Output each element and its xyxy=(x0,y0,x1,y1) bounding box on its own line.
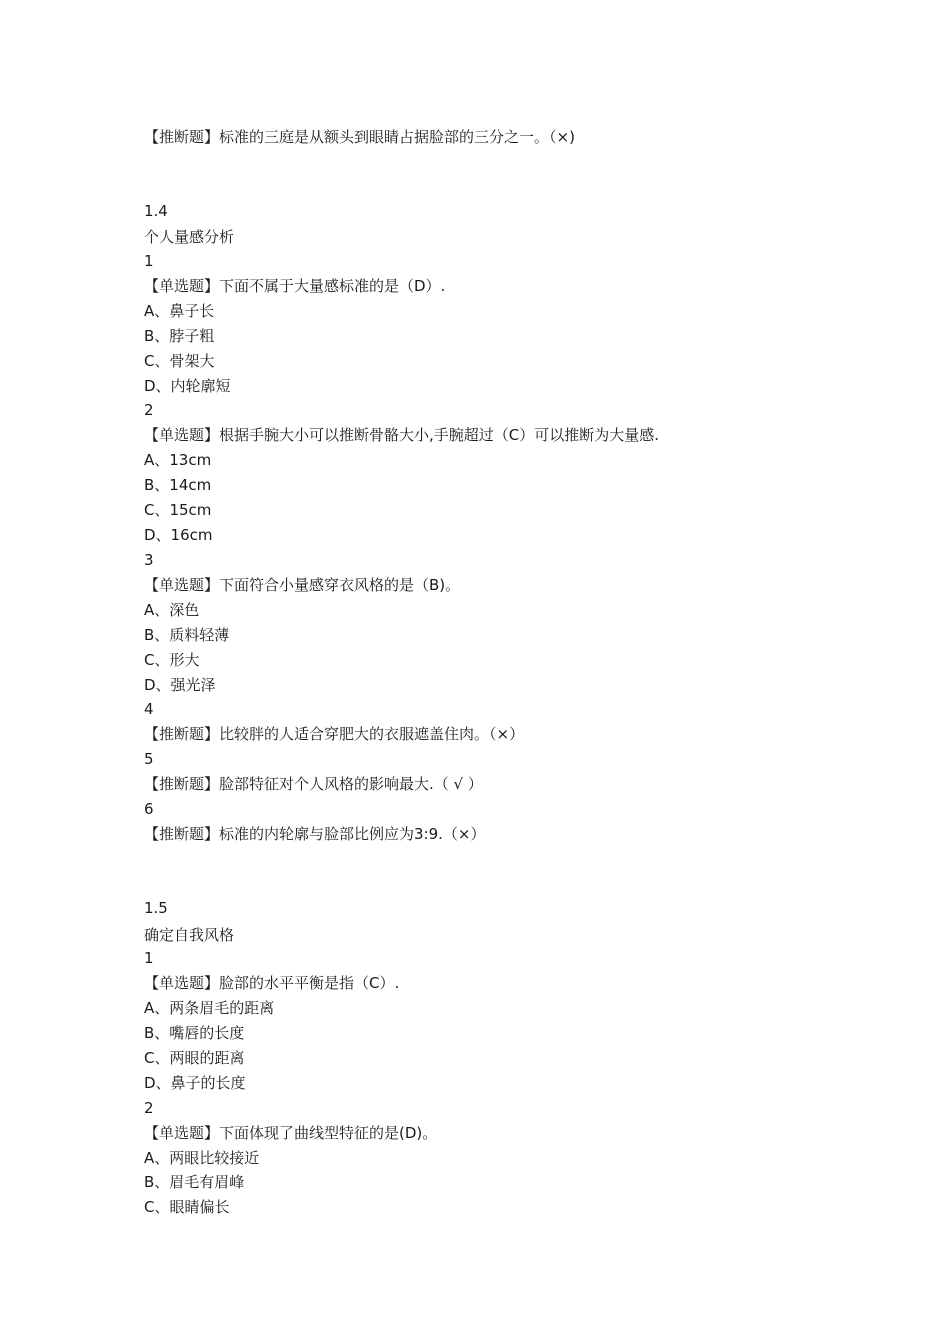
text-line: 【推断题】标准的三庭是从额头到眼睛占据脸部的三分之一。（×) xyxy=(144,128,575,146)
question-number: 2 xyxy=(144,401,154,419)
answer-option: C、骨架大 xyxy=(144,352,215,370)
answer-option: D、鼻子的长度 xyxy=(144,1074,246,1092)
answer-option: B、脖子粗 xyxy=(144,327,215,345)
section-number: 1.5 xyxy=(144,899,168,917)
answer-option: C、形大 xyxy=(144,651,200,669)
question-text: 【推断题】标准的内轮廓与脸部比例应为3:9.（×） xyxy=(144,825,486,843)
question-text: 【推断题】比较胖的人适合穿肥大的衣服遮盖住肉。（×） xyxy=(144,725,525,743)
question-text: 【单选题】下面体现了曲线型特征的是(D)。 xyxy=(144,1124,438,1142)
answer-option: B、14cm xyxy=(144,476,212,494)
question-number: 5 xyxy=(144,750,154,768)
question-number: 6 xyxy=(144,800,154,818)
section-title: 确定自我风格 xyxy=(144,926,235,944)
answer-option: D、16cm xyxy=(144,526,213,544)
question-text: 【单选题】下面不属于大量感标准的是（D）. xyxy=(144,277,446,295)
answer-option: A、深色 xyxy=(144,601,200,619)
answer-option: B、嘴唇的长度 xyxy=(144,1024,245,1042)
answer-option: A、鼻子长 xyxy=(144,302,215,320)
answer-option: A、13cm xyxy=(144,451,212,469)
question-number: 4 xyxy=(144,700,154,718)
answer-option: D、内轮廓短 xyxy=(144,377,231,395)
question-number: 2 xyxy=(144,1099,154,1117)
question-text: 【单选题】根据手腕大小可以推断骨骼大小,手腕超过（C）可以推断为大量感. xyxy=(144,426,660,444)
question-text: 【单选题】下面符合小量感穿衣风格的是（B)。 xyxy=(144,576,461,594)
question-number: 1 xyxy=(144,949,154,967)
question-text: 【单选题】脸部的水平平衡是指（C）. xyxy=(144,974,400,992)
answer-option: A、两眼比较接近 xyxy=(144,1149,260,1167)
answer-option: B、眉毛有眉峰 xyxy=(144,1173,245,1191)
question-number: 3 xyxy=(144,551,154,569)
answer-option: C、两眼的距离 xyxy=(144,1049,245,1067)
answer-option: B、质料轻薄 xyxy=(144,626,230,644)
answer-option: D、强光泽 xyxy=(144,676,216,694)
answer-option: C、15cm xyxy=(144,501,212,519)
section-number: 1.4 xyxy=(144,202,168,220)
answer-option: C、眼睛偏长 xyxy=(144,1198,230,1216)
answer-option: A、两条眉毛的距离 xyxy=(144,999,275,1017)
section-title: 个人量感分析 xyxy=(144,228,235,246)
question-number: 1 xyxy=(144,252,154,270)
question-text: 【推断题】脸部特征对个人风格的影响最大.（ √ ） xyxy=(144,775,483,793)
